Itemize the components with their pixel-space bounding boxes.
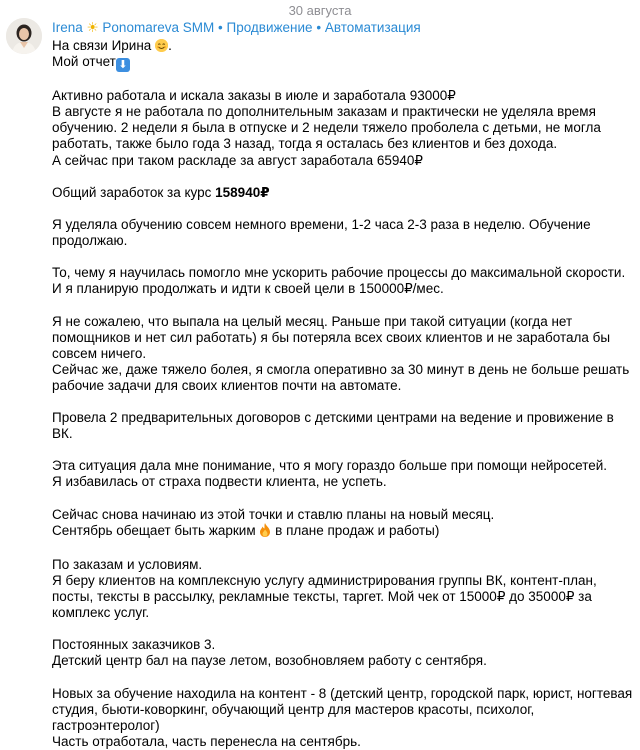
message-body [52, 38, 637, 750]
paragraph-september: Сентябрь обещает быть жарким в плане продаж и работы) [52, 523, 637, 541]
paragraph-services: Я беру клиентов на комплексную услугу администрирования группы ВК, контент-план, посты, тексты в рассылку, рекламные тексты, таргет. Мой чек от 15000₽ до 35000₽ за комплекс услуг. [52, 573, 597, 621]
sun-icon: ☀ [86, 20, 99, 35]
date-separator: 30 августа [288, 3, 352, 18]
paragraph-regular-clients: Постоянных заказчиков 3. [52, 637, 216, 653]
paragraph-kids-center: Детский центр бал на паузе летом, возобновляем работу с сентября. [52, 653, 487, 669]
report-line: Мой отчет ⬇ [52, 54, 637, 72]
paragraph-no-regret: Я не сожалею, что выпала на целый месяц. Раньше при такой ситуации (когда нет помощников и нет сил работать) я бы потеряла всех своих клиентов и не заработала бы совсем ничего. [52, 313, 611, 361]
avatar[interactable] [6, 18, 42, 54]
paragraph-fear: Я избавилась от страха подвести клиента, не успеть. [52, 474, 387, 490]
total-value: 158940₽ [215, 184, 270, 200]
paragraph-orders: По заказам и условиям. [52, 556, 203, 572]
paragraph-learned: То, чему я научилась помогло мне ускорить рабочие процессы до максимальной скорости. И я планирую продолжать и идти к своей цели в 150000₽/мес. [52, 265, 626, 297]
paragraph-worked-off: Часть отработала, часть перенесла на сентябрь. [52, 733, 361, 749]
sender-tag-automation[interactable]: Автоматизация [324, 20, 421, 35]
sender-line[interactable] [52, 19, 637, 36]
smiling-face-icon [155, 39, 168, 52]
paragraph-now: Сейчас же, даже тяжело болея, я смогла оперативно за 30 минут в день не больше решать рабочие задачи для своих клиентов почти на автомате. [52, 361, 630, 393]
paragraph-total: Общий заработок за курс 158940₽ [52, 184, 270, 200]
fire-icon [259, 523, 271, 541]
paragraph-study-time: Я уделяла обучению совсем немного времени, 1-2 часа 2-3 раза в неделю. Обучение продолжаю. [52, 216, 591, 249]
sender-separator: • [316, 20, 322, 35]
avatar-image [6, 18, 42, 54]
paragraph-august-result: А сейчас при таком раскладе за август заработала 65940₽ [52, 152, 423, 168]
paragraph-july: Активно работала и искала заказы в июле и заработала 93000₽ [52, 88, 456, 104]
sender-tag-promotion[interactable]: Продвижение [226, 20, 313, 35]
paragraph-understanding: Эта ситуация дала мне понимание, что я могу гораздо больше при помощи нейросетей. [52, 458, 608, 474]
paragraph-august: В августе я не работала по дополнительным заказам и практически не уделяла время обучению. 2 недели я была в отпуске и 2 недели тяжело проболела с детьми, не могла работать, также было года 3 назад, тогда я осталась без клиентов и без дохода. [52, 104, 601, 152]
down-arrow-icon: ⬇ [116, 58, 130, 72]
paragraph-new-month: Сейчас снова начинаю из этой точки и ставлю планы на новый месяц. [52, 506, 495, 522]
message [52, 19, 637, 750]
greeting-line: На связи Ирина . [52, 38, 172, 53]
sender-first-name[interactable]: Irena [52, 20, 83, 35]
sender-separator: • [217, 20, 223, 35]
paragraph-contracts: Провела 2 предварительных договоров с детскими центрами на ведение и провижение в ВК. [52, 410, 614, 442]
paragraph-new-clients: Новых за обучение находила на контент - 8 (детский центр, городской парк, юрист, ногтевая студия, бьюти-коворкинг, обучающий центр для мастеров красоты, психолог, гастроэнтеролог) [52, 685, 633, 733]
sender-last-name[interactable]: Ponomareva SMM [102, 20, 215, 35]
